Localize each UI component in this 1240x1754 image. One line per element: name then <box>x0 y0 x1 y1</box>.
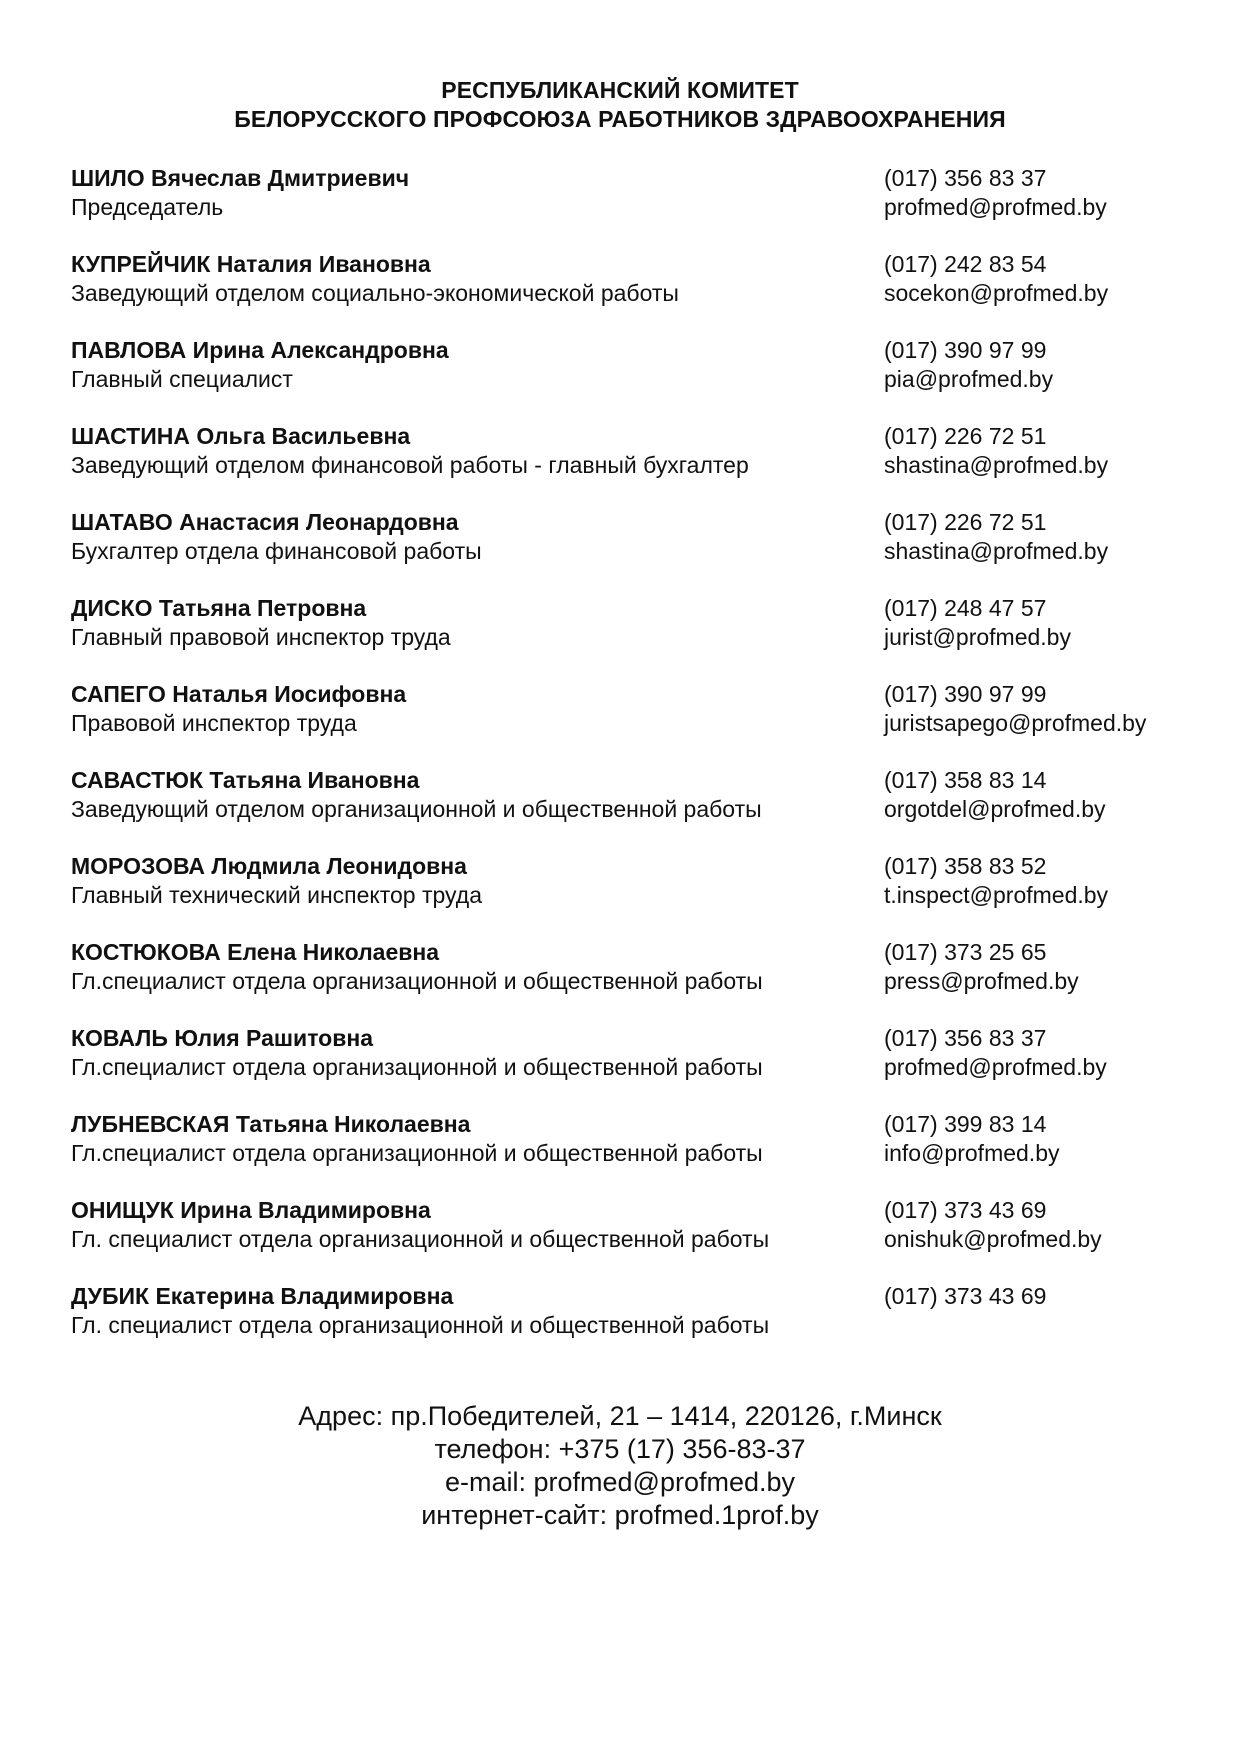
staff-position: Заведующий отделом социально-экономической работы <box>71 280 679 306</box>
staff-entry <box>71 1110 1211 1196</box>
staff-name: КОСТЮКОВА Елена Николаевна <box>71 939 440 965</box>
staff-phone: (017) 373 43 69 <box>884 1283 1047 1309</box>
staff-position: Заведующий отделом финансовой работы - главный бухгалтер <box>71 452 749 478</box>
staff-phone: (017) 373 43 69 <box>884 1197 1047 1223</box>
staff-phone: (017) 226 72 51 <box>884 509 1047 535</box>
footer-website[interactable]: интернет-сайт: profmed.1prof.by <box>421 1500 819 1530</box>
staff-email[interactable]: shastina@profmed.by <box>884 538 1109 564</box>
staff-entry <box>71 336 1211 422</box>
staff-name: ШАТАВО Анастасия Леонардовна <box>71 509 459 535</box>
staff-entry <box>71 250 1211 336</box>
staff-position: Председатель <box>71 194 224 220</box>
staff-position: Главный технический инспектор труда <box>71 882 482 908</box>
document-title <box>0 76 1240 134</box>
footer-address: Адрес: пр.Победителей, 21 – 1414, 220126, г.Минск <box>298 1401 942 1431</box>
staff-email[interactable]: info@profmed.by <box>884 1140 1060 1166</box>
staff-position: Гл. специалист отдела организационной и общественной работы <box>71 1312 770 1338</box>
staff-entry <box>71 1282 1211 1368</box>
staff-email[interactable]: shastina@profmed.by <box>884 452 1109 478</box>
staff-position: Гл.специалист отдела организационной и общественной работы <box>71 1140 763 1166</box>
contact-footer <box>0 1400 1240 1532</box>
staff-name: МОРОЗОВА Людмила Леонидовна <box>71 853 467 879</box>
staff-position: Правовой инспектор труда <box>71 710 357 736</box>
staff-name: ДУБИК Екатерина Владимировна <box>71 1283 454 1309</box>
staff-name: ПАВЛОВА Ирина Александровна <box>71 337 449 363</box>
staff-phone: (017) 248 47 57 <box>884 595 1047 621</box>
staff-name: ОНИЩУК Ирина Владимировна <box>71 1197 431 1223</box>
staff-phone: (017) 358 83 14 <box>884 767 1047 793</box>
staff-phone: (017) 358 83 52 <box>884 853 1047 879</box>
staff-position: Гл. специалист отдела организационной и общественной работы <box>71 1226 770 1252</box>
staff-phone: (017) 373 25 65 <box>884 939 1047 965</box>
staff-email[interactable]: pia@profmed.by <box>884 366 1054 392</box>
staff-position: Главный специалист <box>71 366 293 392</box>
staff-position: Заведующий отделом организационной и общественной работы <box>71 796 762 822</box>
staff-position: Гл.специалист отдела организационной и общественной работы <box>71 1054 763 1080</box>
staff-entry <box>71 1196 1211 1282</box>
staff-name: САВАСТЮК Татьяна Ивановна <box>71 767 420 793</box>
staff-position: Гл.специалист отдела организационной и общественной работы <box>71 968 763 994</box>
staff-phone: (017) 390 97 99 <box>884 681 1047 707</box>
staff-name: ШАСТИНА Ольга Васильевна <box>71 423 411 449</box>
staff-entry <box>71 852 1211 938</box>
staff-email[interactable]: profmed@profmed.by <box>884 194 1107 220</box>
staff-entry <box>71 422 1211 508</box>
staff-entry <box>71 766 1211 852</box>
staff-email[interactable]: profmed@profmed.by <box>884 1054 1107 1080</box>
staff-phone: (017) 399 83 14 <box>884 1111 1047 1137</box>
staff-name: ДИСКО Татьяна Петровна <box>71 595 367 621</box>
staff-email[interactable]: jurist@profmed.by <box>884 624 1071 650</box>
staff-directory <box>71 164 1211 1368</box>
staff-position: Бухгалтер отдела финансовой работы <box>71 538 482 564</box>
staff-phone: (017) 226 72 51 <box>884 423 1047 449</box>
title-line-1: РЕСПУБЛИКАНСКИЙ КОМИТЕТ <box>441 77 799 103</box>
staff-entry <box>71 594 1211 680</box>
staff-entry <box>71 508 1211 594</box>
staff-entry <box>71 680 1211 766</box>
staff-name: САПЕГО Наталья Иосифовна <box>71 681 407 707</box>
staff-phone: (017) 390 97 99 <box>884 337 1047 363</box>
footer-email[interactable]: e-mail: profmed@profmed.by <box>444 1467 796 1497</box>
staff-email[interactable]: socekon@profmed.by <box>884 280 1109 306</box>
staff-phone: (017) 242 83 54 <box>884 251 1047 277</box>
staff-name: ЛУБНЕВСКАЯ Татьяна Николаевна <box>71 1111 471 1137</box>
staff-phone: (017) 356 83 37 <box>884 165 1047 191</box>
staff-name: ШИЛО Вячеслав Дмитриевич <box>71 165 410 191</box>
staff-name: КУПРЕЙЧИК Наталия Ивановна <box>71 251 431 277</box>
staff-email[interactable]: press@profmed.by <box>884 968 1079 994</box>
staff-email[interactable]: t.inspect@profmed.by <box>884 882 1109 908</box>
staff-email[interactable]: onishuk@profmed.by <box>884 1226 1102 1252</box>
staff-email[interactable]: orgotdel@profmed.by <box>884 796 1106 822</box>
staff-entry <box>71 1024 1211 1110</box>
staff-position: Главный правовой инспектор труда <box>71 624 451 650</box>
staff-entry <box>71 164 1211 250</box>
staff-entry <box>71 938 1211 1024</box>
staff-name: КОВАЛЬ Юлия Рашитовна <box>71 1025 374 1051</box>
staff-email[interactable]: juristsapego@profmed.by <box>884 710 1147 736</box>
staff-phone: (017) 356 83 37 <box>884 1025 1047 1051</box>
footer-phone: телефон: +375 (17) 356-83-37 <box>434 1434 806 1464</box>
title-line-2: БЕЛОРУССКОГО ПРОФСОЮЗА РАБОТНИКОВ ЗДРАВООХРАНЕНИЯ <box>234 106 1006 132</box>
